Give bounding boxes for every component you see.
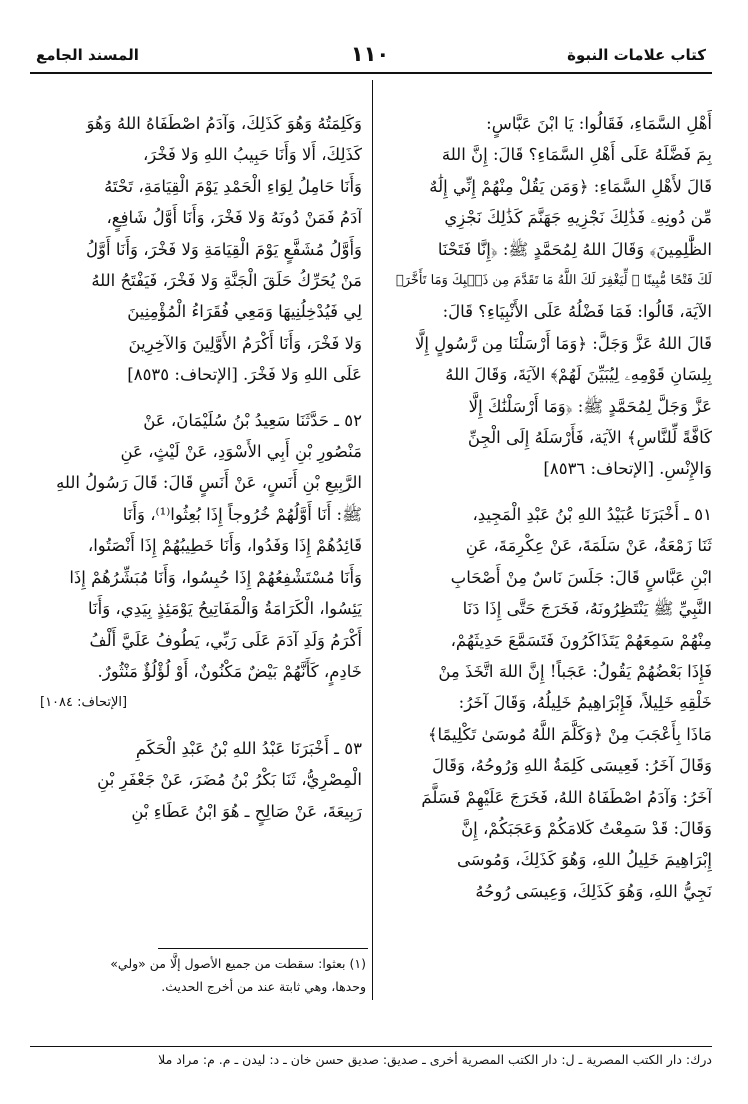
text-line: عَزَّ وَجَلَّ لِمُحَمَّدٍ ﷺ: ﴿وَمَا أَرْسَلْنَٰكَ إِلَّا [468,396,712,416]
text-line: مِّن دُونِهِۦ فَذَٰلِكَ نَجْزِيهِ جَهَنَّمَ كَذَٰلِكَ نَجْزِي [444,208,712,228]
footnote-rule [158,948,368,949]
text-line: آدَمُ فَمَنْ دُونَهُ وَلا فَخْرَ، وَأَنَا أَوَّلُ شَافِعٍ، [106,208,362,228]
text-line: ٥٢ ـ حَدَّثَنَا سَعِيدُ بْنُ سُلَيْمَانَ، عَنْ [143,410,362,430]
text-line: وَقَالَ: قَدْ سَمِعْتُ كَلامَكُمْ وَعَجَبَكُمْ، إِنَّ [461,818,712,838]
text-line: لِي فَيُدْخِلُنِيهَا وَمَعِي فُقَرَاءُ الْمُؤْمِنِينَ [127,302,362,322]
text-line: ﷺ: أَنَا أَوَّلُهُمْ خُرُوجاً إِذَا بُعِثُوا⁽¹⁾، وَأَنَا [122,504,362,524]
page-number: ١١٠ [350,42,390,66]
text-line: ٥١ ـ أَخْبَرَنَا عُبَيْدُ اللهِ بْنُ عَبْدِ الْمَجِيدِ، [472,504,712,524]
text-line: الآيَة، قَالُوا: فَمَا فَضْلُهُ عَلَى الأَنْبِيَاءِ؟ قَالَ: [442,302,712,322]
text-line: مِنْهُمْ سَمِعَهُمْ يَتَذَاكَرُونَ فَتَسَمَّعَ حَدِيثَهُمْ، [450,630,712,650]
text-line: قَائِدُهُمْ إِذَا وَفَدُوا، وَأَنَا خَطِيبُهُمْ إِذَا أَنْصَتُوا، [87,536,362,556]
reference-note: [الإتحاف: ١٠٨٤] [40,695,128,711]
text-line: عَلَى اللهِ وَلا فَخْرَ. [الإتحاف: ٨٥٣٥] [127,365,362,385]
text-line: فَإِذَا بَعْضُهُمْ يَقُولُ: عَجَباً! إِنَّ اللهَ اتَّخَذَ مِنْ [438,661,712,681]
text-line: رَبِيعَةَ، عَنْ صَالِحٍ ـ هُوَ ابْنُ عَطَاءِ بْنِ [131,801,362,821]
text-line: لَكَ فَتْحًا مُّبِينًا ۞ لِّيَغْفِرَ لَكَ اللَّهُ مَا تَقَدَّمَ مِن ذَنۢبِكَ وَمَا تَأَخَّرَ﴾ [395,273,712,289]
text-line: وَقَالَ آخَرُ: فَعِيسَى كَلِمَةُ اللهِ وَرُوحُهُ، وَقَالَ [432,756,712,776]
manuscript-sigla-footer: درك: دار الكتب المصرية ـ ل: دار الكتب المصرية أخرى ـ صديق: صديق حسن خان ـ د: ليدن ـ م. م: مراد ملا [158,1052,712,1067]
text-line: ٥٣ ـ أَخْبَرَنَا عَبْدُ اللهِ بْنُ عَبْدِ الْحَكَمِ [135,738,362,758]
hadith-51-continuation [40,108,362,391]
text-line: بِلِسَانِ قَوْمِهِۦ لِيُبَيِّنَ لَهُمْ﴾ الآيَةَ، وَقَالَ اللهُ [445,365,712,385]
text-line: مَنْ يُحَرِّكُ حَلَقَ الْجَنَّةِ وَلا فَخْرَ، فَيَفْتَحُ اللهُ [91,271,362,291]
text-line: أَهْلِ السَّمَاءِ، فَقَالُوا: يَا ابْنَ عَبَّاسٍ: [486,114,712,133]
text-line: خَلْقِهِ خَلِيلاً، فَإِبْرَاهِيمُ خَلِيلُهُ، وَقَالَ آخَرُ: [458,693,712,713]
right-column [392,108,712,907]
hadith-51 [392,499,712,907]
text-line: ابْنِ عَبَّاسٍ قَالَ: جَلَسَ نَاسٌ مِنْ أَصْحَابِ [450,567,712,587]
left-column [40,108,362,827]
column-divider [372,80,373,1000]
text-line: مَنْصُورِ بْنِ أَبِي الأَسْوَدِ، عَنْ لَيْثٍ، عَنِ [120,442,362,462]
text-line: آخَرُ: وَآدَمُ اصْطَفَاهُ اللهُ، فَخَرَجَ عَلَيْهِمْ فَسَلَّمَ [421,787,712,807]
text-line: يَئِسُوا، الْكَرَامَةُ وَالْمَفَاتِيحُ يَوْمَئِذٍ بِيَدِي، وَأَنَا [88,599,362,619]
running-title: المسند الجامع [36,46,139,64]
hadith-53 [40,733,362,827]
hadith-50-continuation [392,108,712,485]
text-line: قَالَ لأَهْلِ السَّمَاءِ: ﴿وَمَن يَقُلْ مِنْهُمْ إِنِّي إِلَٰهٌ [429,176,712,196]
text-line: نَجِيُّ اللهِ، وَهُوَ كَذَلِكَ، وَعِيسَى رُوحُهُ [475,881,712,901]
text-line: الرَّبِيعِ بْنِ أَنَسٍ، عَنْ أَنَسٍ قَالَ: قَالَ رَسُولُ اللهِ [56,473,362,493]
text-line: وَأَوَّلُ مُشَفَّعٍ يَوْمَ الْقِيَامَةِ وَلا فَخْرَ، وَأَنَا أَوَّلُ [86,239,362,259]
book-title: كتاب علامات النبوة [567,46,706,64]
text-line: الظَّٰلِمِينَ﴾ وَقَالَ اللهُ لِمُحَمَّدٍ ﷺ: ﴿إِنَّا فَتَحْنَا [437,239,712,259]
text-line: إِبْرَاهِيمَ خَلِيلُ اللهِ، وَهُوَ كَذَلِكَ، وَمُوسَى [456,850,712,870]
text-line: الْمِصْرِيُّ، ثَنَا بَكْرُ بْنُ مُضَرَ، عَنْ جَعْفَرِ بْنِ [97,770,362,790]
text-line: وَالإِنْسِ. [الإتحاف: ٨٥٣٦] [543,459,712,479]
text-line: أَكْرَمُ وَلَدِ آدَمَ عَلَى رَبِّي، يَطُوفُ عَلَيَّ أَلْفُ [89,630,362,650]
text-line: خَادِمٍ، كَأَنَّهُمْ بَيْضٌ مَكْنُونٌ، أَوْ لُؤْلُؤٌ مَنْثُورٌ. [97,661,362,681]
footnote-line: (١) بعثوا: سقطت من جميع الأصول إلَّا من «ولي» [110,956,366,971]
text-line: مَاذَا بِأَعْجَبَ مِنْ ﴿وَكَلَّمَ اللَّهُ مُوسَىٰ تَكْلِيمًا﴾ [427,724,712,744]
text-line: ثَنَا زَمْعَةُ، عَنْ سَلَمَةَ، عَنْ عِكْرِمَةَ، عَنِ [465,536,712,556]
text-line: وَأَنَا حَامِلُ لِوَاءِ الْحَمْدِ يَوْمَ الْقِيَامَةِ، تَحْتَهُ [104,176,362,196]
text-line: وَكَلِمَتُهُ وَهُوَ كَذَلِكَ، وَآدَمُ اصْطَفَاهُ اللهُ وَهُوَ [86,114,362,133]
text-line: بِمَ فَضَّلَهُ عَلَى أَهْلِ السَّمَاءِ؟ قَالَ: إِنَّ اللهَ [441,145,712,165]
footer-rule [30,1046,712,1047]
header-rule [30,72,712,74]
footnote [50,952,366,998]
page-header [30,36,710,70]
hadith-52 [40,405,362,719]
text-line: كَافَّةً لِّلنَّاسِ﴾ الآيَة، فَأَرْسَلَهُ إِلَى الْجِنِّ [467,428,712,448]
text-line: وَلا فَخْرَ، وَأَنَا أَكْرَمُ الأَوَّلِينَ وَالآخِرِينَ [128,333,362,353]
text-line: قَالَ اللهُ عَزَّ وَجَلَّ: ﴿وَمَا أَرْسَلْنَا مِن رَّسُولٍ إِلَّا [415,333,712,353]
text-line: كَذَلِكَ، أَلا وَأَنَا حَبِيبُ اللهِ وَلا فَخْرَ، [142,145,362,165]
text-line: وَأَنَا مُسْتَشْفِعُهُمْ إِذَا حُبِسُوا، وَأَنَا مُبَشِّرُهُمْ إِذَا [69,567,362,587]
footnote-line: وحدها، وهي ثابتة عند من أخرج الحديث. [161,979,366,994]
text-line: النَّبِيِّ ﷺ يَنْتَظِرُونَهُ، فَخَرَجَ حَتَّى إِذَا دَنَا [462,599,712,619]
